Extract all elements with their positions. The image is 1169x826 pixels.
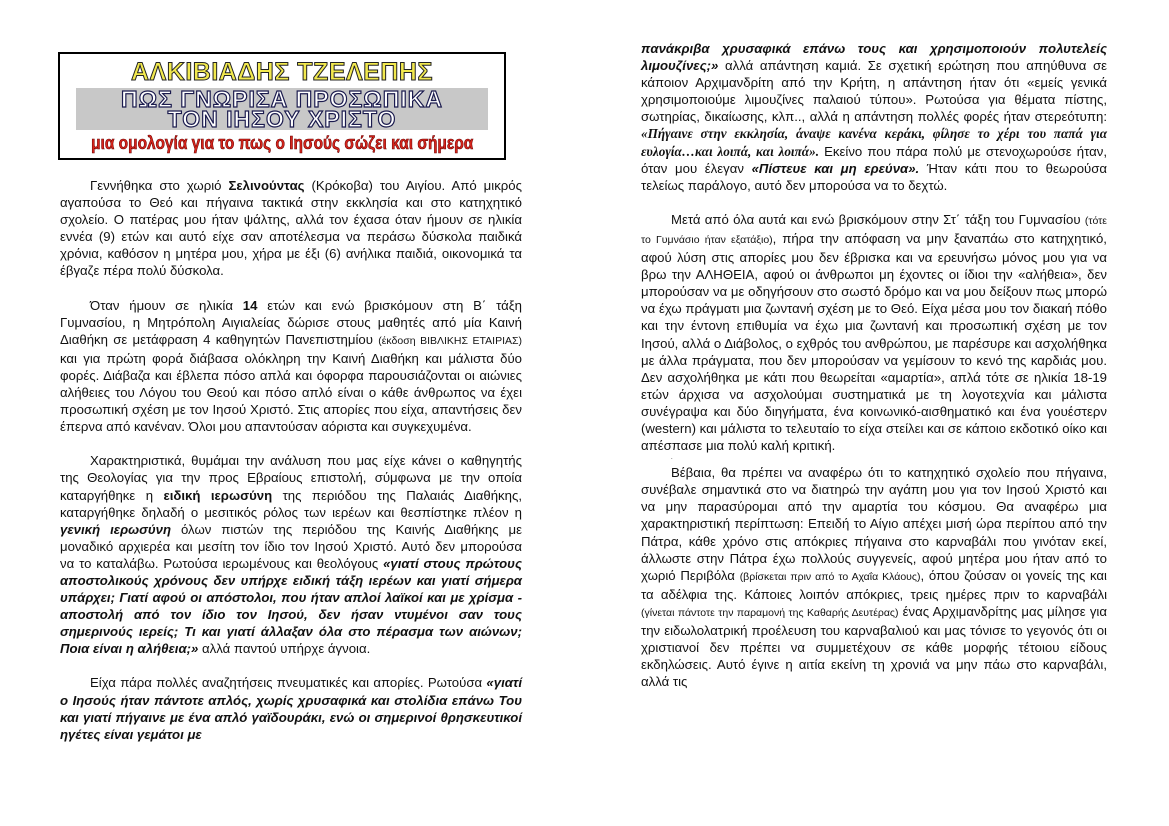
paragraph-limousines: πανάκριβα χρυσαφικά επάνω τους και χρησιμοποιούν πολυτελείς λιμουζίνες;» αλλά απάντηση καμιά. Σε σχετική ερώτηση που απηύθυνα σε κάποιον Αρχιμανδρίτη από την Κρήτη, η απάντηση ήταν ότι «εμείς γενικά χρησιμοποιούμε λιμουζίνες παλαιού τύπου». Ρωτούσα για θέματα πίστης, σωτηρίας, δικαίωσης, κλπ.., αλλά η απάντηση πολλές φορές ήταν στερεότυπη: «Πήγαινε στην εκκλησία, άναψε κανένα κεράκι, φίλησε το χέρι του παπά για ευλογία…και λοιπά, και λοιπά». Εκείνο που πάρα πολύ με στενοχωρούσε ήταν, όταν μου έλεγαν «Πίστευε και μη ερεύνα». Ήταν κάτι που το θεωρούσα τελείως παράλογο, αυτό δεν μπορούσα να το δεχτώ. — [641, 41, 1107, 193]
paragraph-carnival: Βέβαια, θα πρέπει να αναφέρω ότι το κατηχητικό σχολείο που πήγαινα, συνέβαλε σημαντικά στο να διατηρώ την αγάπη μου για τον Ιησού Χριστό και να μην παρασύρομαι από την αμαρτία του κόσμου. Θα αναφέρω μια χαρακτηριστική περίπτωση: Επειδή το Αίγιο απέχει μισή ώρα περίπου από την Πάτρα, κάθε χρόνο στις απόκριες πήγαινα στο καρναβάλι που γινόταν εκεί, άλλωστε στην Πάτρα έχω πολλούς συγγενείς, αφού μητέρα μου ήταν από το χωριό Περιβόλα (βρίσκεται πριν από το Αχαΐα Κλάους), όπου ζούσαν οι γονείς της και τα αδέλφια της. Κάποιες λοιπόν απόκριες, τρεις ημέρες πριν το καρναβάλι (γίνεται πάντοτε την παραμονή της Καθαρής Δευτέρας) ένας Αρχιμανδρίτης μας μίλησε για την ειδωλολατρική προέλευση του καρναβαλιού και μας τόνισε το γεγονός ότι οι χριστιανοί δεν πρέπει να συμμετέχουν σε κάθε μορφής τέτοιου είδους εκδηλώσεις. Αυτό έγινε η αιτία εκείνη τη χρονιά να μην πάω στο καρναβάλι, αλλά τις — [641, 465, 1107, 690]
right-column — [641, 40, 1107, 690]
paragraph-gymnasium: Μετά από όλα αυτά και ενώ βρισκόμουν στην Στ΄ τάξη του Γυμνασίου (τότε το Γυμνάσιο ήταν εξατάξιο), πήρα την απόφαση να μην ξαναπάω στο κατηχητικό, αφού λύση στις απορίες μου δεν έβρισκα και να ερευνήσω μόνος μου για να βρω την ΑΛΗΘΕΙΑ, αφού οι άνθρωποι μη έχοντες οι ίδιοι την «αλήθεια», δεν μπορούσαν να με οδηγήσουν στο σωστό δρόμο και να μου δείξουν πως μπορώ να έχω πράγματι μια ζωντανή σχέση με το Θεό. Είχα μέσα μου τον διακαή πόθο και την έντονη επιθυμία να έχω μια ζωντανή και προσωπική σχέση με τον Ιησού, αλλά ο Διάβολος, ο εχθρός του ανθρώπου, με παρέσυρε και ασχολήθηκα με άλλα πράγματα, που δεν μπορούσαν να γεμίσουν το κενό της καρδιάς μου. Δεν ασχολήθηκα με κάτι που θεωρείται «αμαρτία», απλά τότε σε ηλικία 18-19 ετών άρχισα να ασχολούμαι συστηματικά με τη λογοτεχνία και μάλιστα συνέγραψα και δύο διηγήματα, ένα κοινωνικό-αισθηματικό και ένα γουέστερν (western) και μάλιστα το τελευταίο το είχα στείλει και σε κάποιο εκδοτικό οίκο και απέσπασε μια πολύ καλή κριτική. — [641, 211, 1107, 454]
paragraph-priesthood: Χαρακτηριστικά, θυμάμαι την ανάλυση που μας είχε κάνει ο καθηγητής της Θεολογίας για την προς Εβραίους επιστολή, σύμφωνα με την οποία καταργήθηκε η ειδική ιερωσύνη της περιόδου της Παλαιάς Διαθήκης, καταργήθηκε δηλαδή ο μεσιτικός ρόλος των ιερέων και θεσπίστηκε πλέον η γενική ιερωσύνη όλων πιστών της περιόδου της Καινής Διαθήκης με μοναδικό αρχιερέα και μεσίτη τον ίδιο τον Ιησού Χριστό. Αυτό δεν μπορούσα να το καταλάβω. Ρωτούσα ιερωμένους και θεολόγους «γιατί στους πρώτους αποστολικούς χρόνους δεν υπήρχε ειδική τάξη ιερέων και γιατί σήμερα υπάρχει; Γιατί αφού οι απόστολοι, που ήταν απλοί λαϊκοί και με χρίσμα - αποστολή από τον ίδιο τον Ιησού, δεν ήσαν ντυμένοι σαν τους σημερινούς ιερείς; Τι και γιατί άλλαξαν όλα στο πέρασμα των αιώνων; Ποια είναι η αλήθεια;» αλλά παντού υπήρχε άγνοια. — [60, 453, 523, 657]
author-name: ΑΛΚΙΒΙΑΔΗΣ ΤΖΕΛΕΠΗΣ — [131, 58, 433, 86]
stray-dot: . — [671, 455, 673, 462]
paragraph-questions: Είχα πάρα πολλές αναζητήσεις πνευματικές και απορίες. Ρωτούσα «γιατί ο Ιησούς ήταν πάντοτε απλός, χωρίς χρυσαφικά και στολίδια επάνω Του και γιατί πήγαινε με ένα απλό γαϊδουράκι, ενώ οι σημερινοί θρησκευτικοί ηγέτες είναι γεμάτοι με — [60, 675, 522, 742]
title-box — [76, 88, 488, 130]
paragraph-childhood: Γεννήθηκα στο χωριό Σελινούντας (Κρόκοβα) του Αιγίου. Από μικρός αγαπούσα το Θεό και πήγαινα τακτικά στην εκκλησία και στο κατηχητικό σχολείο. Ο πατέρας μου ήταν ψάλτης, αλλά τον έχασα όταν ήμουν σε ηλικία εννέα (9) ετών και αυτό είχε σαν αποτέλεσμα να περάσω δύσκολα παιδικά χρόνια, καθόσον η μητέρα μου, χήρα με έξι (6) ανήλικα παιδιά, οικονομικά τα έβγαζε πέρα πολύ δύσκολα. — [60, 178, 522, 279]
subtitle: μια ομολογία για το πως ο Ιησούς σώζει και σήμερα — [91, 133, 474, 153]
title-banner — [58, 52, 506, 160]
title-line-1: ΠΩΣ ΓΝΩΡΙΣΑ ΠΡΟΣΩΠΙΚΑ — [121, 86, 443, 112]
title-line-2: ΤΟΝ ΙΗΣΟΥ ΧΡΙΣΤΟ — [167, 106, 397, 132]
paragraph-new-testament: Όταν ήμουν σε ηλικία 14 ετών και ενώ βρισκόμουν στη Β΄ τάξη Γυμνασίου, η Μητρόπολη Αιγιαλείας δώρισε στους μαθητές από μία Καινή Διαθήκη σε μετάφραση 4 καθηγητών Πανεπιστημίου (έκδοση ΒΙΒΛΙΚΗΣ ΕΤΑΙΡΙΑΣ) και για πρώτη φορά διάβασα ολόκληρη την Καινή Διαθήκη και μάλιστα δύο φορές. Διάβαζα και έβλεπα πόσο απλά και όφορφα παρουσιάζονται οι αιώνιες αλήθειες του Λόγου του Θεού και πόσο απλό είναι ο κάθε άνθρωπος να έχει προσωπική σχέση με τον Ιησού Χριστό. Στις απορίες που είχα, απαντήσεις δεν έπερνα από κανέναν. Όλοι μου απαντούσαν αόριστα και συγκεχυμένα. — [60, 297, 523, 435]
left-column — [60, 177, 522, 743]
